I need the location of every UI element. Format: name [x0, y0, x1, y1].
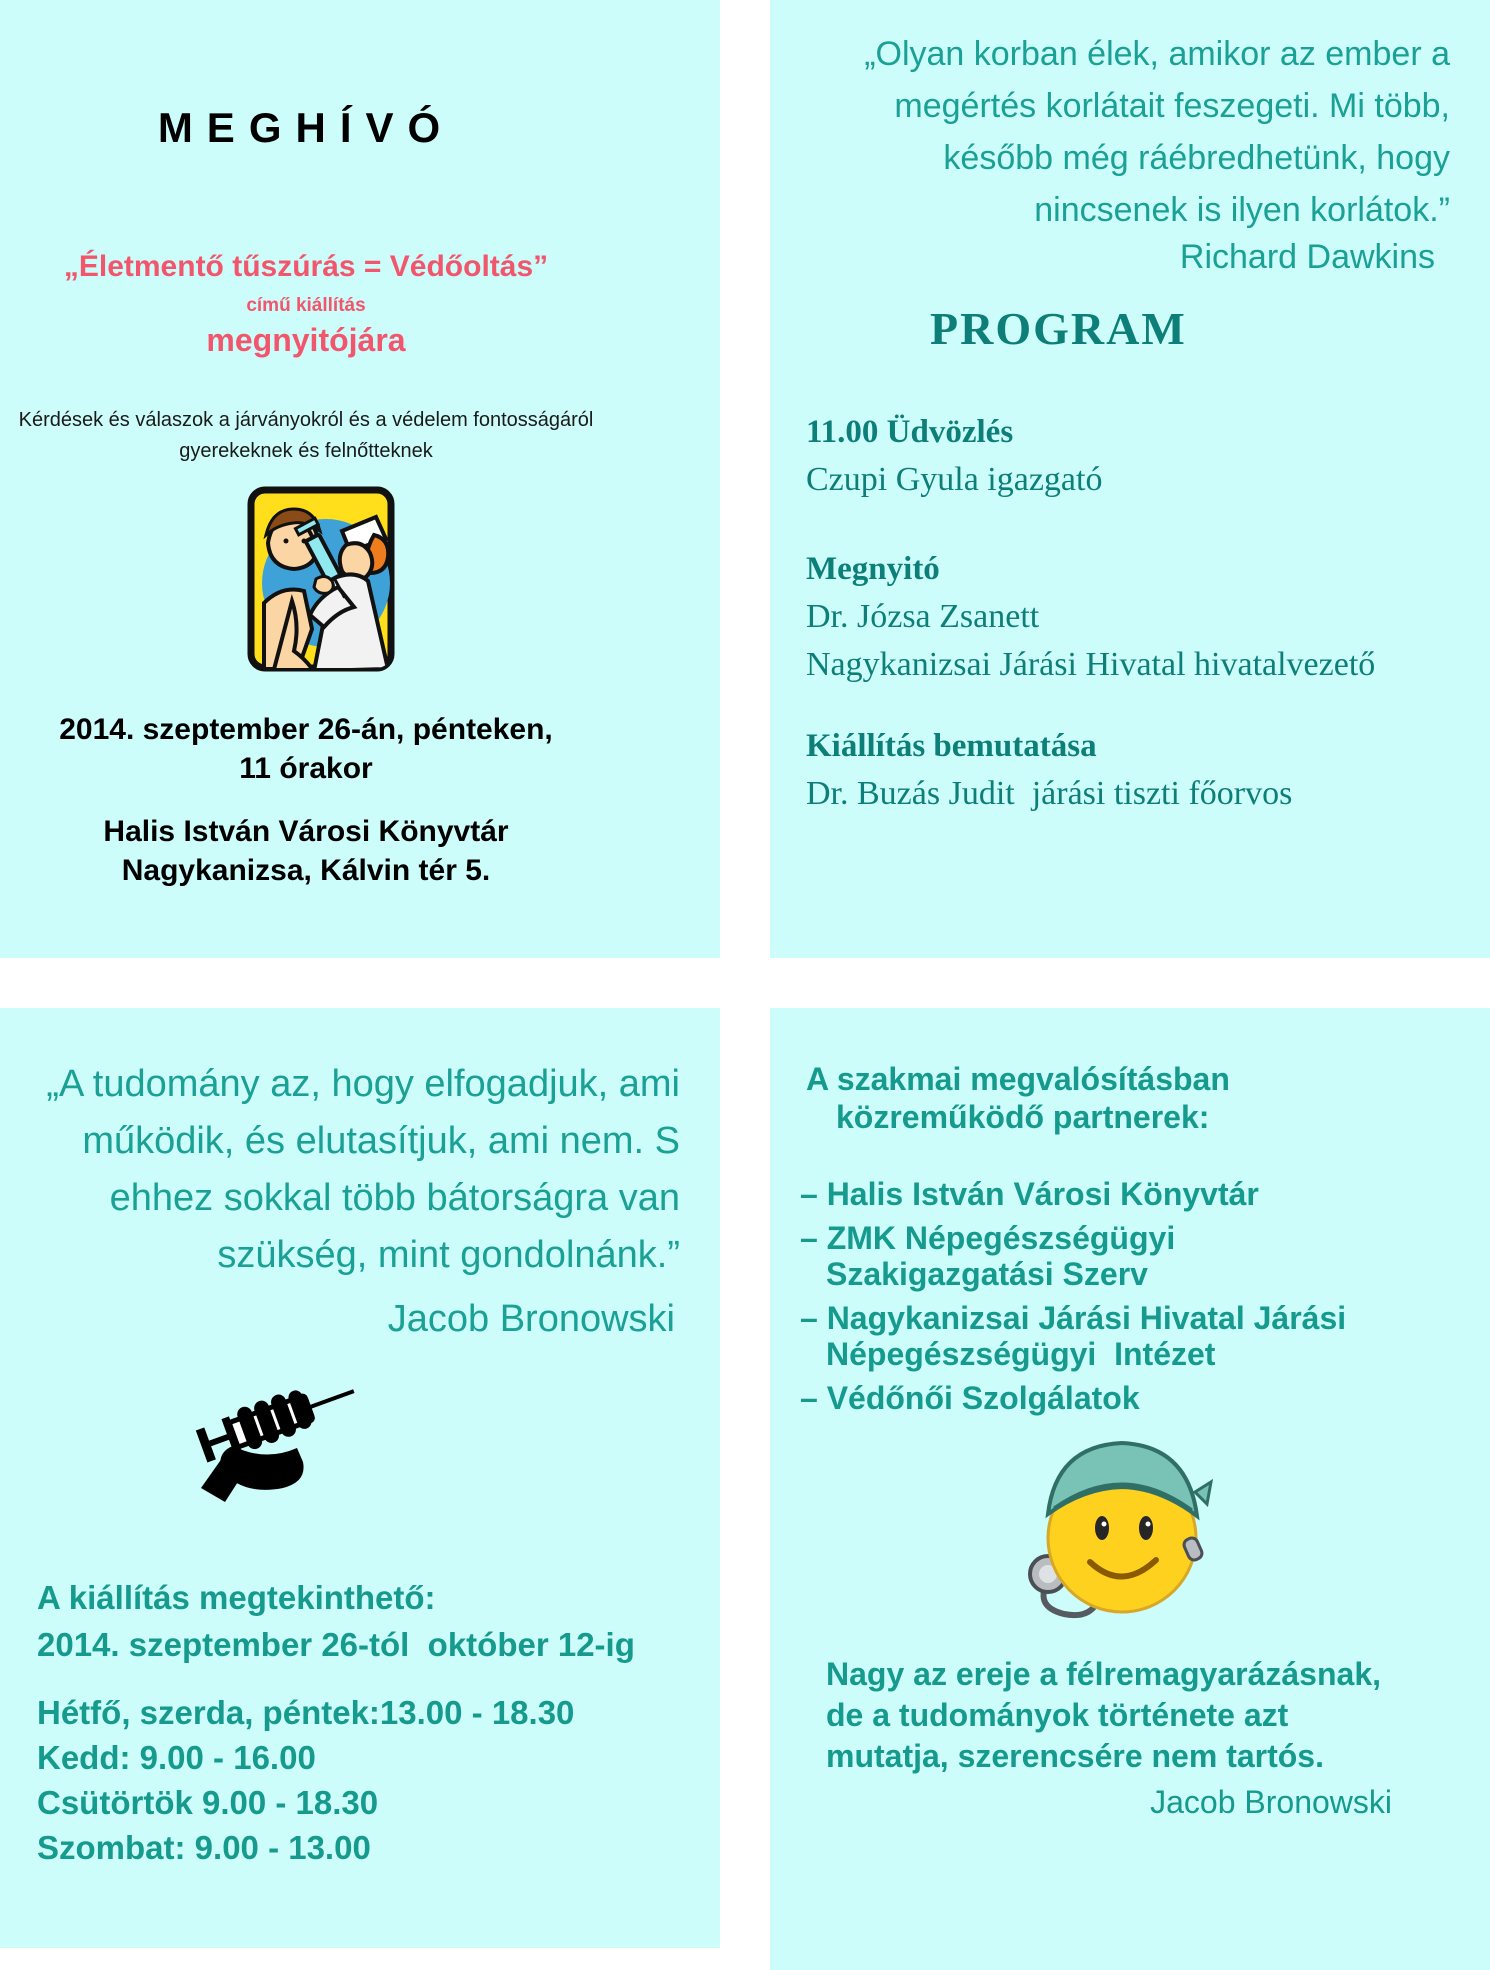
partners-heading	[806, 1060, 1230, 1136]
program-item-title: Megnyitó	[806, 551, 940, 587]
program-heading: PROGRAM	[930, 303, 1187, 354]
program-panel	[770, 0, 1490, 958]
event-datetime	[0, 710, 612, 788]
quote-line: nincsenek is ilyen korlátok.”	[1034, 191, 1450, 229]
hand-with-syringe-image	[195, 1350, 375, 1502]
program-item-person: Czupi Gyula igazgató	[806, 461, 1103, 498]
opening-hours-row: Szombat: 9.00 - 13.00	[37, 1829, 371, 1866]
partner-item: – Nagykanizsai Járási Hivatal Járási	[800, 1300, 1347, 1336]
program-item-person: Dr. Józsa Zsanett	[806, 598, 1040, 635]
quote-line: mutatja, szerencsére nem tartós.	[826, 1738, 1324, 1774]
exhibition-subtitle: című kiállítás	[246, 295, 366, 316]
venue-address: Nagykanizsa, Kálvin tér 5.	[121, 854, 491, 887]
invitation-panel	[0, 0, 720, 958]
dawkins-quote	[810, 28, 1450, 236]
quote-line: később még ráébredhetünk, hogy	[943, 139, 1450, 177]
opening-hours-row: Kedd: 9.00 - 16.00	[37, 1739, 316, 1776]
partners-heading-line: A szakmai megvalósításban	[806, 1061, 1230, 1097]
venue-name: Halis István Városi Könyvtár	[103, 815, 509, 848]
quote-line: Nagy az ereje a félremagyarázásnak,	[826, 1656, 1381, 1692]
quote-line: de a tudományok története azt	[826, 1697, 1289, 1733]
partner-item-continued: Népegészségügyi Intézet	[826, 1336, 1216, 1372]
program-item	[806, 545, 1480, 689]
open-title: A kiállítás megtekinthető:	[37, 1579, 436, 1616]
exhibition-open-info	[37, 1574, 635, 1668]
visiting-panel	[0, 1008, 720, 1948]
quote-line: „A tudomány az, hogy elfogadjuk, ami	[46, 1063, 680, 1105]
partner-item: – ZMK Népegészségügyi	[800, 1220, 1176, 1256]
exhibition-title: „Életmentő tűszúrás = Védőoltás”	[63, 250, 549, 283]
partner-item-continued: Szakigazgatási Szerv	[826, 1256, 1148, 1292]
program-item-person-role: Nagykanizsai Járási Hivatal hivatalvezető	[806, 646, 1376, 683]
quote-author: Jacob Bronowski	[1150, 1784, 1392, 1820]
opening-hours-row: Csütörtök 9.00 - 18.30	[37, 1784, 379, 1821]
quote-line: megértés korlátait feszegeti. Mi több,	[894, 87, 1450, 125]
partners-panel	[770, 1008, 1490, 1970]
quote-line: ehhez sokkal több bátorságra van	[109, 1177, 680, 1219]
quote-line: szükség, mint gondolnánk.”	[217, 1234, 680, 1276]
opening-hours	[37, 1690, 574, 1870]
partner-item: – Védőnői Szolgálatok	[800, 1380, 1140, 1416]
description-line: gyerekeknek és felnőtteknek	[179, 440, 433, 462]
exhibition-subtitle-2: megnyitójára	[206, 322, 406, 358]
opening-hours-row: Hétfő, szerda, péntek:13.00 - 18.30	[37, 1694, 575, 1731]
partner-item: – Halis István Városi Könyvtár	[800, 1176, 1259, 1212]
bronowski-quote-2	[826, 1654, 1381, 1777]
quote-author: Jacob Bronowski	[387, 1298, 675, 1340]
page-title: MEGHÍVÓ	[157, 104, 455, 151]
description-line: Kérdések és válaszok a járványokról és a védelem fontosságáról	[18, 409, 594, 431]
program-item	[806, 722, 1480, 818]
partners-heading-line: közreműködő partnerek:	[836, 1099, 1210, 1135]
program-item-title: Kiállítás bemutatása	[806, 728, 1097, 764]
open-dates: 2014. szeptember 26-tól október 12-ig	[37, 1626, 635, 1663]
description	[0, 405, 612, 467]
program-item-title: 11.00 Üdvözlés	[806, 414, 1014, 450]
event-time: 11 órakor	[239, 752, 373, 785]
event-venue	[0, 812, 612, 890]
quote-author: Richard Dawkins	[1179, 238, 1435, 276]
doctor-smiley-image	[1010, 1426, 1215, 1624]
program-item	[806, 408, 1480, 504]
program-item-person: Dr. Buzás Judit járási tiszti főorvos	[806, 775, 1293, 812]
vaccination-scene-image	[246, 483, 396, 675]
quote-line: működik, és elutasítjuk, ami nem. S	[82, 1120, 680, 1162]
partners-list	[800, 1168, 1484, 1416]
event-date: 2014. szeptember 26-án, pénteken,	[59, 713, 553, 746]
bronowski-quote	[20, 1056, 680, 1284]
quote-line: „Olyan korban élek, amikor az ember a	[864, 35, 1450, 73]
